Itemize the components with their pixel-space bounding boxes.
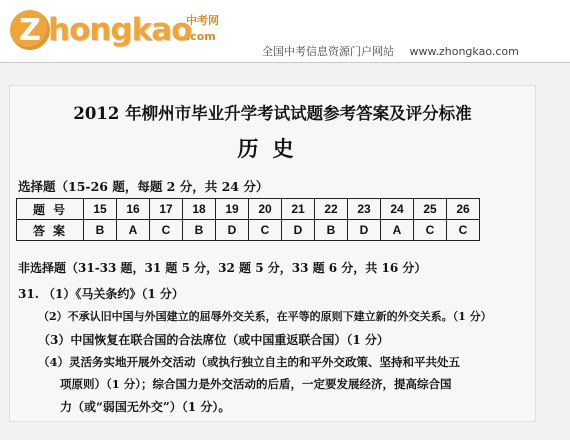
answer-cell: C — [150, 220, 183, 241]
logo-side — [186, 12, 219, 43]
q31-part4-line2: 项原则）（1 分）；综合国力是外交活动的后盾，一定要发展经济，提高综合国 — [60, 377, 452, 391]
q31-part4-line1: （4）灵活务实地开展外交活动（或执行独立自主的和平外交政策、坚持和平共处五 — [38, 355, 460, 369]
logo-dotcom: .com — [186, 30, 216, 43]
logo-letter: Z — [10, 10, 50, 50]
site-url-link[interactable]: www.zhongkao.com — [409, 45, 519, 58]
q31-part2: （2）不承认旧中国与外国建立的屈辱外交关系，在平等的原则下建立新的外交关系。（1 分） — [38, 310, 492, 323]
tagline-text: 全国中考信息资源门户网站 — [262, 45, 394, 58]
q31-part1: 31. （1）《马关条约》（1 分） — [18, 287, 184, 301]
question-number: 15 — [84, 199, 117, 220]
document-subject: 历史 — [237, 136, 308, 161]
table-row-answers — [17, 220, 480, 241]
logo-word: hongkao — [48, 12, 192, 48]
site-header — [0, 0, 570, 63]
question-number: 21 — [282, 199, 315, 220]
table-row-numbers — [17, 199, 480, 220]
q31-part3: （3）中国恢复在联合国的合法席位（或中国重返联合国）（1 分） — [38, 333, 389, 347]
row-label-number: 题号 — [17, 199, 84, 220]
answer-cell: B — [315, 220, 348, 241]
document-title: 2012 年柳州市毕业升学考试试题参考答案及评分标准 — [73, 104, 472, 123]
question-number: 22 — [315, 199, 348, 220]
question-number: 26 — [447, 199, 480, 220]
answer-sheet-scan — [10, 86, 535, 421]
nonchoice-heading: 非选择题（31-33 题，31 题 5 分，32 题 5 分，33 题 6 分，共 16 分） — [18, 261, 427, 275]
question-number: 19 — [216, 199, 249, 220]
answer-table — [16, 198, 480, 241]
answer-cell: D — [282, 220, 315, 241]
logo-cn: 中考网 — [186, 14, 219, 27]
question-number: 24 — [381, 199, 414, 220]
question-number: 16 — [117, 199, 150, 220]
answer-cell: B — [183, 220, 216, 241]
question-number: 18 — [183, 199, 216, 220]
q31-part4-line3: 力（或“弱国无外交”）（1 分）。 — [60, 400, 231, 414]
answer-cell: B — [84, 220, 117, 241]
answer-cell: C — [414, 220, 447, 241]
question-number: 23 — [348, 199, 381, 220]
choice-heading: 选择题（15-26 题，每题 2 分，共 24 分） — [18, 179, 269, 194]
answer-cell: C — [447, 220, 480, 241]
site-tagline — [262, 43, 519, 59]
answer-cell: A — [381, 220, 414, 241]
question-number: 25 — [414, 199, 447, 220]
answer-cell: C — [249, 220, 282, 241]
answer-cell: D — [216, 220, 249, 241]
site-logo[interactable] — [10, 8, 191, 52]
answer-cell: D — [348, 220, 381, 241]
answer-cell: A — [117, 220, 150, 241]
question-number: 17 — [150, 199, 183, 220]
question-number: 20 — [249, 199, 282, 220]
row-label-answer: 答案 — [17, 220, 84, 241]
